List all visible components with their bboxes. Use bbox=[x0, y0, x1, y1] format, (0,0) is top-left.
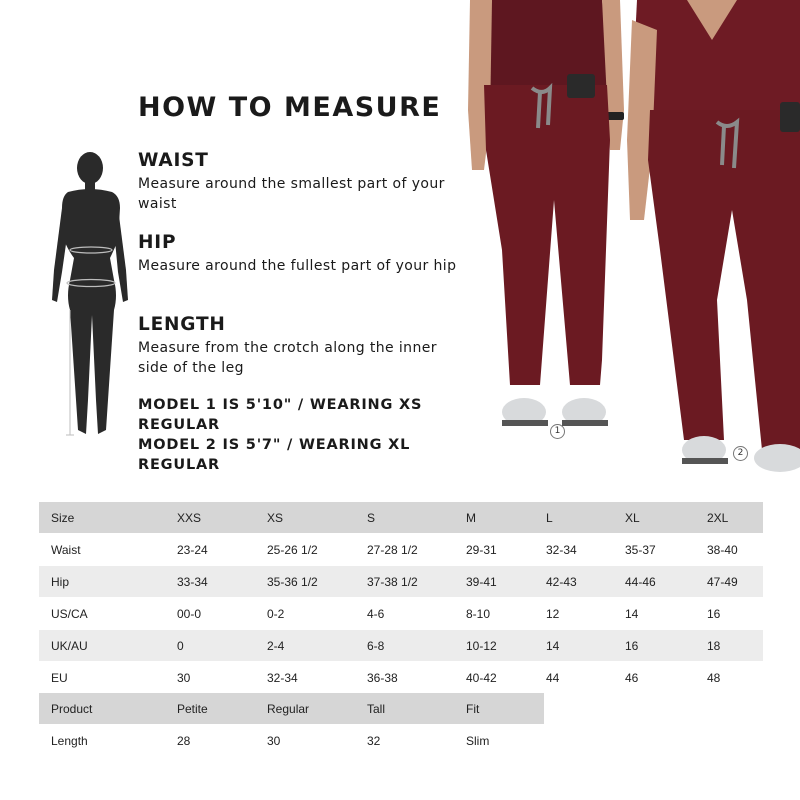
table-cell: 39-41 bbox=[466, 566, 546, 598]
model-1-info: MODEL 1 IS 5'10" / WEARING XS REGULAR bbox=[138, 397, 423, 433]
table-cell: 32-34 bbox=[267, 662, 367, 694]
product-length-table bbox=[39, 693, 544, 757]
table-cell: 30 bbox=[177, 662, 267, 694]
header-cell: Petite bbox=[177, 693, 267, 725]
size-table-header bbox=[39, 502, 763, 534]
model-info bbox=[138, 395, 448, 475]
row-label: UK/AU bbox=[39, 630, 177, 662]
table-row bbox=[39, 566, 763, 598]
table-cell: 48 bbox=[707, 662, 763, 694]
model-2-badge: 2 bbox=[733, 446, 748, 461]
table-cell: 18 bbox=[707, 630, 763, 662]
table-cell: 37-38 1/2 bbox=[367, 566, 466, 598]
table-cell: 40-42 bbox=[466, 662, 546, 694]
table-row bbox=[39, 725, 544, 757]
header-cell: Fit bbox=[466, 693, 544, 725]
table-cell: 38-40 bbox=[707, 534, 763, 566]
table-cell: 30 bbox=[267, 725, 367, 757]
table-cell: 27-28 1/2 bbox=[367, 534, 466, 566]
table-cell: 14 bbox=[625, 598, 707, 630]
hip-description: Measure around the fullest part of your hip bbox=[138, 258, 457, 274]
table-cell: 14 bbox=[546, 630, 625, 662]
table-cell: 2-4 bbox=[267, 630, 367, 662]
scrubs-illustration bbox=[462, 0, 800, 478]
header-cell: L bbox=[546, 502, 625, 534]
table-cell: 10-12 bbox=[466, 630, 546, 662]
table-cell: 4-6 bbox=[367, 598, 466, 630]
hip-heading: HIP bbox=[138, 232, 177, 253]
model-2-info: MODEL 2 IS 5'7" / WEARING XL REGULAR bbox=[138, 437, 411, 473]
header-cell: M bbox=[466, 502, 546, 534]
table-cell: 44 bbox=[546, 662, 625, 694]
model-1-badge: 1 bbox=[550, 424, 565, 439]
table-cell: 35-36 1/2 bbox=[267, 566, 367, 598]
row-label: Waist bbox=[39, 534, 177, 566]
table-row bbox=[39, 630, 763, 662]
table-cell: 28 bbox=[177, 725, 267, 757]
table-row bbox=[39, 534, 763, 566]
table-cell: 32 bbox=[367, 725, 466, 757]
table-cell: 6-8 bbox=[367, 630, 466, 662]
length-description: Measure from the crotch along the inner side of the leg bbox=[138, 340, 437, 376]
table-cell: Slim bbox=[466, 725, 544, 757]
table-cell: 0-2 bbox=[267, 598, 367, 630]
table-row bbox=[39, 662, 763, 694]
header-cell: S bbox=[367, 502, 466, 534]
table-cell: 00-0 bbox=[177, 598, 267, 630]
size-chart-table bbox=[39, 502, 763, 694]
table-cell: 16 bbox=[707, 598, 763, 630]
page-title: HOW TO MEASURE bbox=[138, 92, 442, 123]
models-photo bbox=[462, 0, 800, 478]
header-cell: XXS bbox=[177, 502, 267, 534]
header-cell: Product bbox=[39, 693, 177, 725]
table-cell: 12 bbox=[546, 598, 625, 630]
body-silhouette-icon bbox=[48, 150, 138, 442]
header-cell: XL bbox=[625, 502, 707, 534]
waist-description: Measure around the smallest part of your waist bbox=[138, 176, 445, 212]
header-cell: 2XL bbox=[707, 502, 763, 534]
table-cell: 35-37 bbox=[625, 534, 707, 566]
table-cell: 0 bbox=[177, 630, 267, 662]
table-cell: 33-34 bbox=[177, 566, 267, 598]
table-cell: 44-46 bbox=[625, 566, 707, 598]
table-cell: 46 bbox=[625, 662, 707, 694]
product-table-header bbox=[39, 693, 544, 725]
table-cell: 25-26 1/2 bbox=[267, 534, 367, 566]
length-heading: LENGTH bbox=[138, 314, 226, 335]
table-cell: 8-10 bbox=[466, 598, 546, 630]
row-label: Length bbox=[39, 725, 177, 757]
table-row bbox=[39, 598, 763, 630]
header-cell: Regular bbox=[267, 693, 367, 725]
header-cell: Tall bbox=[367, 693, 466, 725]
table-cell: 16 bbox=[625, 630, 707, 662]
header-cell: XS bbox=[267, 502, 367, 534]
row-label: US/CA bbox=[39, 598, 177, 630]
table-cell: 32-34 bbox=[546, 534, 625, 566]
waist-heading: WAIST bbox=[138, 150, 209, 171]
row-label: EU bbox=[39, 662, 177, 694]
table-cell: 29-31 bbox=[466, 534, 546, 566]
table-cell: 36-38 bbox=[367, 662, 466, 694]
header-cell: Size bbox=[39, 502, 177, 534]
row-label: Hip bbox=[39, 566, 177, 598]
table-cell: 23-24 bbox=[177, 534, 267, 566]
table-cell: 47-49 bbox=[707, 566, 763, 598]
table-cell: 42-43 bbox=[546, 566, 625, 598]
